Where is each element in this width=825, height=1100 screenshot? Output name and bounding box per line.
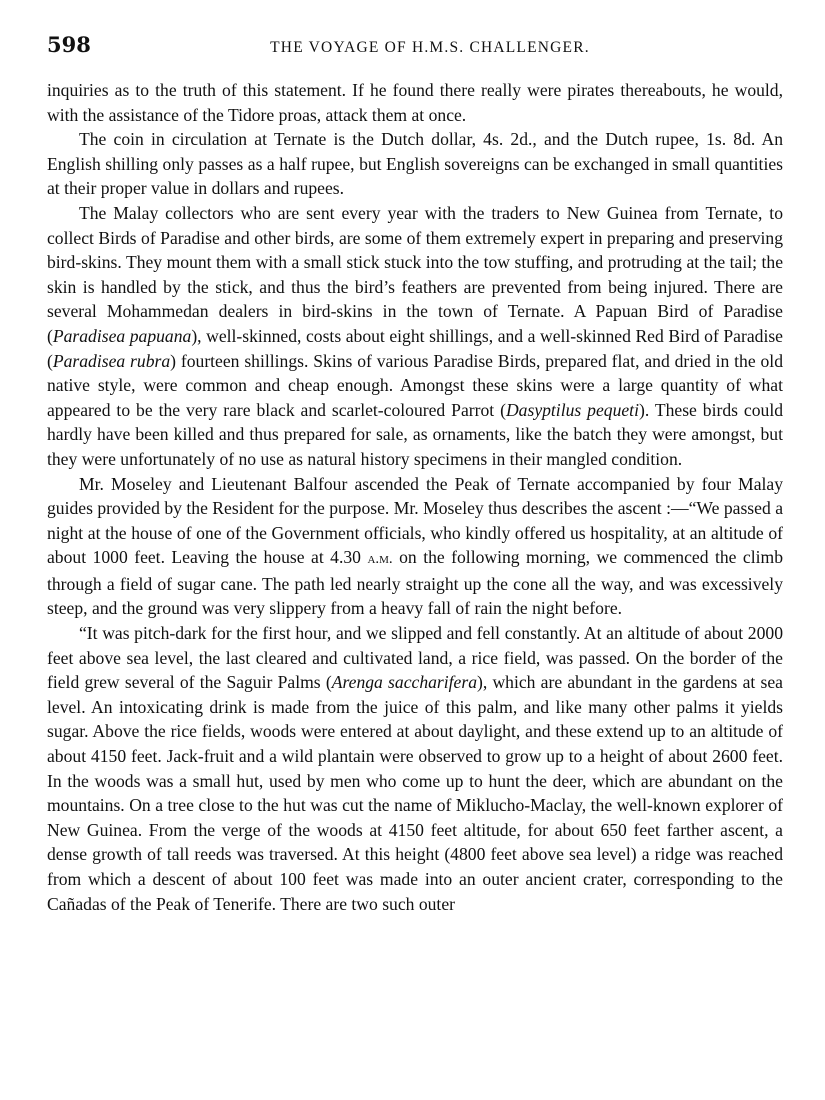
italic-species-name: Paradisea papuana [52,325,192,346]
body-text [47,78,783,916]
text-run: The Malay collectors who are sent every year with the traders to New Guinea from Ternate, to collect Birds of Paradise and other birds, are some of them extremely expert in preparing and preserving bird-skins. They mount them with a small stick stuck into the tow stuffing, and protruding at the tail; the skin is handled by the stick, and thus the bird’s feathers are prevented from being injured. There are several Mohammedan dealers in bird-skins in the town of Ternate. A Papuan Bird of Paradise ( [47,202,783,346]
text-run: inquiries as to the truth of this statement. If he found there really were pirates thereabouts, he would, with the assistance of the Tidore proas, attack them at once. [47,80,783,125]
text-run: ) fourteen shillings. Skins of various Paradise Birds, prepared flat, and dried in the old native style, were common and cheap enough. Amongst these skins were a large quantity of what appeared to be the very rare black and scarlet-coloured Parrot ( [47,350,783,420]
paragraph [47,201,783,472]
text-run: Mr. Moseley and Lieutenant Balfour ascended the Peak of Ternate accompanied by four Malay guides provided by the Resident for the purpose. Mr. Moseley thus describes the ascent :—“We passed a night at the house of one of the Government officials, who kindly offered us hospitality, at an altitude of about 1000 feet. Leaving the house at 4.30 [47,473,783,568]
italic-species-name: Arenga saccharifera [331,672,477,693]
text-run: ), well-skinned, costs about eight shillings, and a well-skinned Red Bird of Paradise ( [47,325,783,371]
text-run: a.m. [367,551,393,568]
italic-species-name: Dasyptilus pequeti [505,399,639,420]
text-run: ), which are abundant in the gardens at sea level. An intoxicating drink is made from the juice of this palm, and like many other palms it yields sugar. Above the rice fields, woods were entered at about daylight, and these extend up to an altitude of about 4150 feet. Jack-fruit and a wild plantain were observed to grow up to a height of about 2600 feet. In the woods was a small hut, used by men who come up to hunt the deer, which are abundant on the mountains. On a tree close to the hut was cut the name of Miklucho-Maclay, the well-known explorer of New Guinea. From the verge of the woods at 4150 feet altitude, for about 650 feet farther ascent, a dense growth of tall reeds was traversed. At this height (4800 feet above sea level) a ridge was reached from which a descent of about 100 feet was made into an outer ancient crater, corresponding to the Cañadas of the Peak of Tenerife. There are two such outer [47,672,783,914]
text-run: ). These birds could hardly have been killed and thus prepared for sale, as ornaments, like the batch they were amongst, but they were unfortunately of no use as natural history specimens in their mangled condition. [47,399,784,469]
page-number: 598 [47,32,91,57]
running-head [47,32,783,68]
text-run: “It was pitch-dark for the first hour, and we slipped and fell constantly. At an altitude of about 2000 feet above sea level, the last cleared and cultivated land, a rice field, was passed. On the border of the field grew several of the Saguir Palms ( [47,623,783,693]
paragraph [47,472,783,622]
paragraph [47,78,783,127]
paragraph [47,127,783,201]
italic-species-name: Paradisea rubra [52,350,171,371]
text-run: on the following morning, we commenced the climb through a field of sugar cane. The path led nearly straight up the cone all the way, and was excessively steep, and the ground was very slippery from a heavy fall of rain the night before. [47,547,783,619]
running-title: THE VOYAGE OF H.M.S. CHALLENGER. [270,39,590,56]
paragraph [47,621,783,916]
text-run: The coin in circulation at Ternate is the Dutch dollar, 4s. 2d., and the Dutch rupee, 1s. 8d. An English shilling only passes as a half rupee, but English sovereigns can be exchanged in small quantities at their proper value in dollars and rupees. [47,129,783,199]
